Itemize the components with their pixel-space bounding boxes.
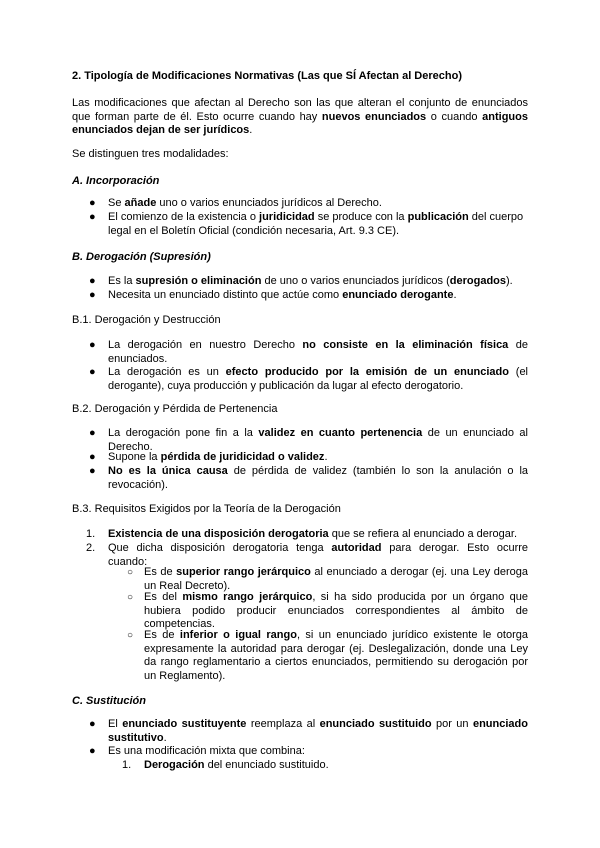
circle-bullet-icon: ○ [127,567,134,578]
list-item: ● La derogación en nuestro Derecho no consiste en la eliminación física de enunciados. [89,339,528,365]
list-item: ● Supone la pérdida de juridicidad o validez. [89,451,328,463]
bullet-icon: ● [89,451,96,463]
bullet-icon: ● [89,211,96,223]
bullet-icon: ● [89,339,96,351]
list-item: ● Es una modificación mixta que combina: [89,745,305,757]
list-item: ● El enunciado sustituyente reemplaza al enunciado sustituido por un enunciado sustitutivo. [89,718,528,744]
bullet-icon: ● [89,427,96,439]
list-number: 1. [86,528,96,540]
list-number: 2. [86,542,96,554]
circle-bullet-icon: ○ [127,630,134,641]
section-a-heading: A. Incorporación [72,175,160,187]
document-title: 2. Tipología de Modificaciones Normativas (Las que SÍ Afectan al Derecho) [72,70,462,82]
bullet-icon: ● [89,745,96,757]
bullet-icon: ● [89,289,96,301]
list-item: 1. Derogación del enunciado sustituido. [122,759,329,771]
subsection-b2-heading: B.2. Derogación y Pérdida de Pertenencia [72,403,278,415]
subsection-b3-heading: B.3. Requisitos Exigidos por la Teoría de la Derogación [72,503,341,515]
bullet-icon: ● [89,366,96,378]
bullet-icon: ● [89,197,96,209]
list-item: 1. Existencia de una disposición derogatoria que se refiera al enunciado a derogar. [86,528,518,540]
list-item: ● La derogación pone fin a la validez en cuanto pertenencia de un enunciado al Derecho. [89,427,528,453]
section-c-heading: C. Sustitución [72,695,146,707]
modalities-intro: Se distinguen tres modalidades: [72,148,229,160]
list-item: ● Se añade uno o varios enunciados jurídicos al Derecho. [89,197,382,209]
list-item: 2. Que dicha disposición derogatoria tenga autoridad para derogar. Esto ocurre cuando: [86,542,529,568]
list-item: ○ Es del mismo rango jerárquico, si ha sido producida por un órgano que hubiera podido producir enunciados correspondientes al ámbito de competencias. [127,591,528,630]
intro-paragraph: Las modificaciones que afectan al Derecho son las que alteran el conjunto de enunciados que forman parte de él. Esto ocurre cuando hay nuevos enunciados o cuando antiguos enunciados dejan de ser jurídicos. [72,97,528,136]
list-item: ● No es la única causa de pérdida de validez (también lo son la anulación o la revocación). [89,465,529,491]
list-number: 1. [122,759,132,771]
list-item: ● La derogación es un efecto producido por la emisión de un enunciado (el derogante), cuya producción y publicación da lugar al efecto derogatorio. [89,366,529,392]
list-item: ○ Es de inferior o igual rango, si un enunciado jurídico existente le otorga expresamente la autoridad para derogar (ej. Deslegalización, donde una Ley da rango reglamentario a ciertos enunciados, permitiendo su derogación por un Reglamento). [127,629,528,682]
bullet-icon: ● [89,275,96,287]
circle-bullet-icon: ○ [127,592,134,603]
list-item: ● El comienzo de la existencia o juridicidad se produce con la publicación del cuerpo legal en el Boletín Oficial (condición necesaria, Art. 9.3 CE). [89,211,524,237]
list-item: ● Necesita un enunciado distinto que actúe como enunciado derogante. [89,289,457,301]
bullet-icon: ● [89,465,96,477]
subsection-b1-heading: B.1. Derogación y Destrucción [72,314,221,326]
bullet-icon: ● [89,718,96,730]
list-item: ○ Es de superior rango jerárquico al enunciado a derogar (ej. una Ley deroga un Real Decreto). [127,566,528,592]
list-item: ● Es la supresión o eliminación de uno o varios enunciados jurídicos (derogados). [89,275,513,287]
section-b-heading: B. Derogación (Supresión) [72,251,211,263]
